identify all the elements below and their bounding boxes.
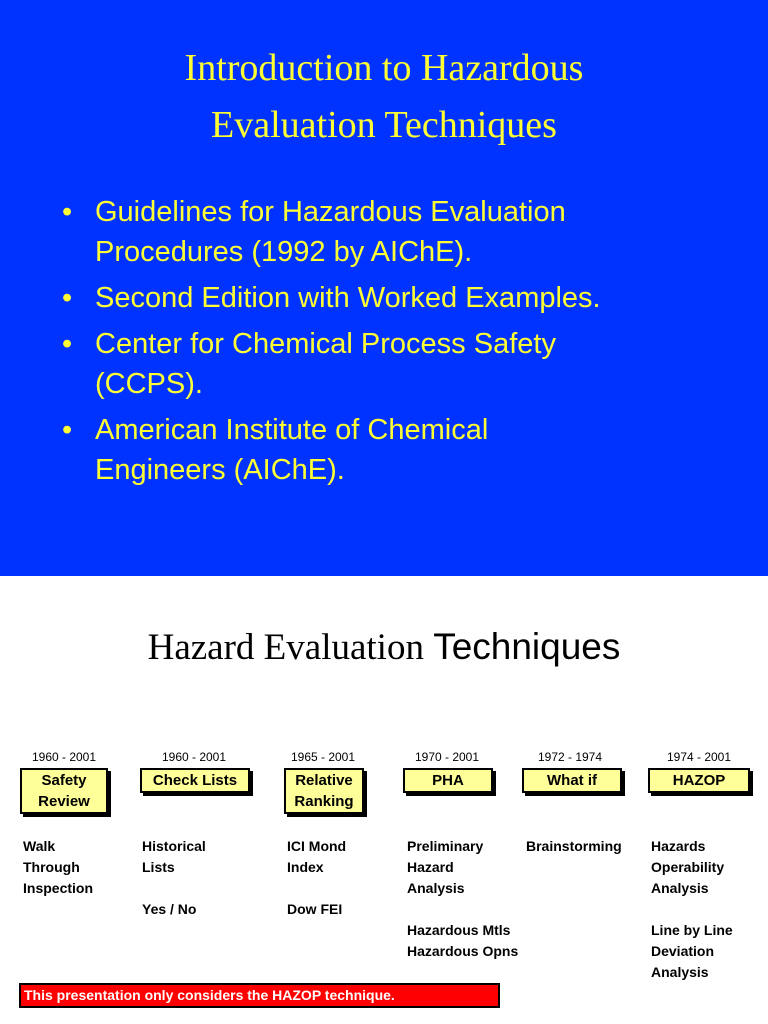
description-line: Inspection bbox=[23, 880, 94, 896]
technique-description bbox=[287, 836, 346, 920]
bullet-text-line: Center for Chemical Process Safety bbox=[95, 328, 556, 360]
bullet-text-line: Second Edition with Worked Examples. bbox=[95, 282, 601, 314]
technique-box bbox=[284, 768, 364, 814]
description-line: Dow FEI bbox=[287, 901, 343, 917]
intro-title-line: Evaluation Techniques bbox=[211, 104, 557, 146]
technique-box bbox=[140, 768, 250, 793]
description-line: Analysis bbox=[407, 880, 465, 896]
description-line: ICI Mond bbox=[287, 838, 347, 854]
bullet-item bbox=[62, 410, 742, 490]
bullet-item bbox=[62, 278, 742, 318]
bullet-dot-icon: • bbox=[62, 414, 73, 446]
description-line: Hazardous Opns bbox=[407, 943, 519, 959]
description-spacer bbox=[142, 878, 206, 899]
description-line: Operability bbox=[651, 859, 725, 875]
technique-label-line: HAZOP bbox=[672, 772, 726, 789]
description-line: Hazard bbox=[407, 859, 454, 875]
technique-label-line: What if bbox=[547, 772, 597, 789]
technique-years: 1974 - 2001 bbox=[666, 750, 732, 764]
description-line: Historical bbox=[142, 838, 206, 854]
technique-description bbox=[407, 836, 518, 962]
technique-box bbox=[648, 768, 750, 793]
description-line: Analysis bbox=[651, 964, 709, 980]
bullet-text-line: Procedures (1992 by AIChE). bbox=[95, 236, 473, 268]
bullet-item bbox=[62, 192, 742, 272]
technique-box bbox=[20, 768, 108, 814]
description-line: Brainstorming bbox=[526, 838, 622, 854]
intro-title bbox=[0, 40, 768, 154]
hazop-note-banner: This presentation only considers the HAZOP technique. bbox=[19, 983, 500, 1008]
technique-box bbox=[403, 768, 493, 793]
description-line: Lists bbox=[142, 859, 175, 875]
description-spacer bbox=[287, 878, 346, 899]
technique-years: 1970 - 2001 bbox=[414, 750, 480, 764]
description-line: Analysis bbox=[651, 880, 709, 896]
technique-years: 1972 - 1974 bbox=[537, 750, 603, 764]
intro-title-line: Introduction to Hazardous bbox=[184, 47, 584, 89]
description-line: Line by Line bbox=[651, 922, 733, 938]
description-line: Through bbox=[23, 859, 80, 875]
description-line: Preliminary bbox=[407, 838, 484, 854]
description-line: Hazards bbox=[651, 838, 706, 854]
technique-description bbox=[526, 836, 622, 857]
technique-label-line: Safety bbox=[41, 772, 87, 789]
technique-label-line: Check Lists bbox=[152, 772, 238, 789]
bullet-item bbox=[62, 324, 742, 404]
description-spacer bbox=[651, 899, 733, 920]
description-line: Walk bbox=[23, 838, 56, 854]
bullet-text-line: Engineers (AIChE). bbox=[95, 454, 345, 486]
technique-label-line: Review bbox=[38, 793, 90, 810]
description-line: Index bbox=[287, 859, 324, 875]
techniques-title-part: Hazard Evaluation bbox=[147, 627, 434, 668]
technique-years: 1960 - 2001 bbox=[161, 750, 227, 764]
bullet-text-line: American Institute of Chemical bbox=[95, 414, 489, 446]
bullet-text-line: Guidelines for Hazardous Evaluation bbox=[95, 196, 566, 228]
technique-label-line: Relative bbox=[295, 772, 353, 789]
technique-label-line: Ranking bbox=[294, 793, 354, 810]
technique-box bbox=[522, 768, 622, 793]
description-line: Hazardous Mtls bbox=[407, 922, 511, 938]
technique-years: 1965 - 2001 bbox=[290, 750, 356, 764]
technique-years: 1960 - 2001 bbox=[31, 750, 97, 764]
technique-description bbox=[651, 836, 733, 983]
bullet-dot-icon: • bbox=[62, 328, 73, 360]
bullet-dot-icon: • bbox=[62, 282, 73, 314]
technique-description bbox=[142, 836, 206, 920]
bullet-dot-icon: • bbox=[62, 196, 73, 228]
intro-bullet-list bbox=[62, 192, 742, 496]
description-line: Yes / No bbox=[142, 901, 197, 917]
description-line: Deviation bbox=[651, 943, 715, 959]
techniques-title-part: Techniques bbox=[433, 626, 621, 667]
description-spacer bbox=[407, 899, 518, 920]
techniques-title bbox=[0, 626, 768, 669]
slide-techniques bbox=[0, 576, 768, 1024]
technique-description bbox=[23, 836, 93, 899]
technique-label-line: PHA bbox=[432, 772, 464, 789]
bullet-text-line: (CCPS). bbox=[95, 368, 203, 400]
